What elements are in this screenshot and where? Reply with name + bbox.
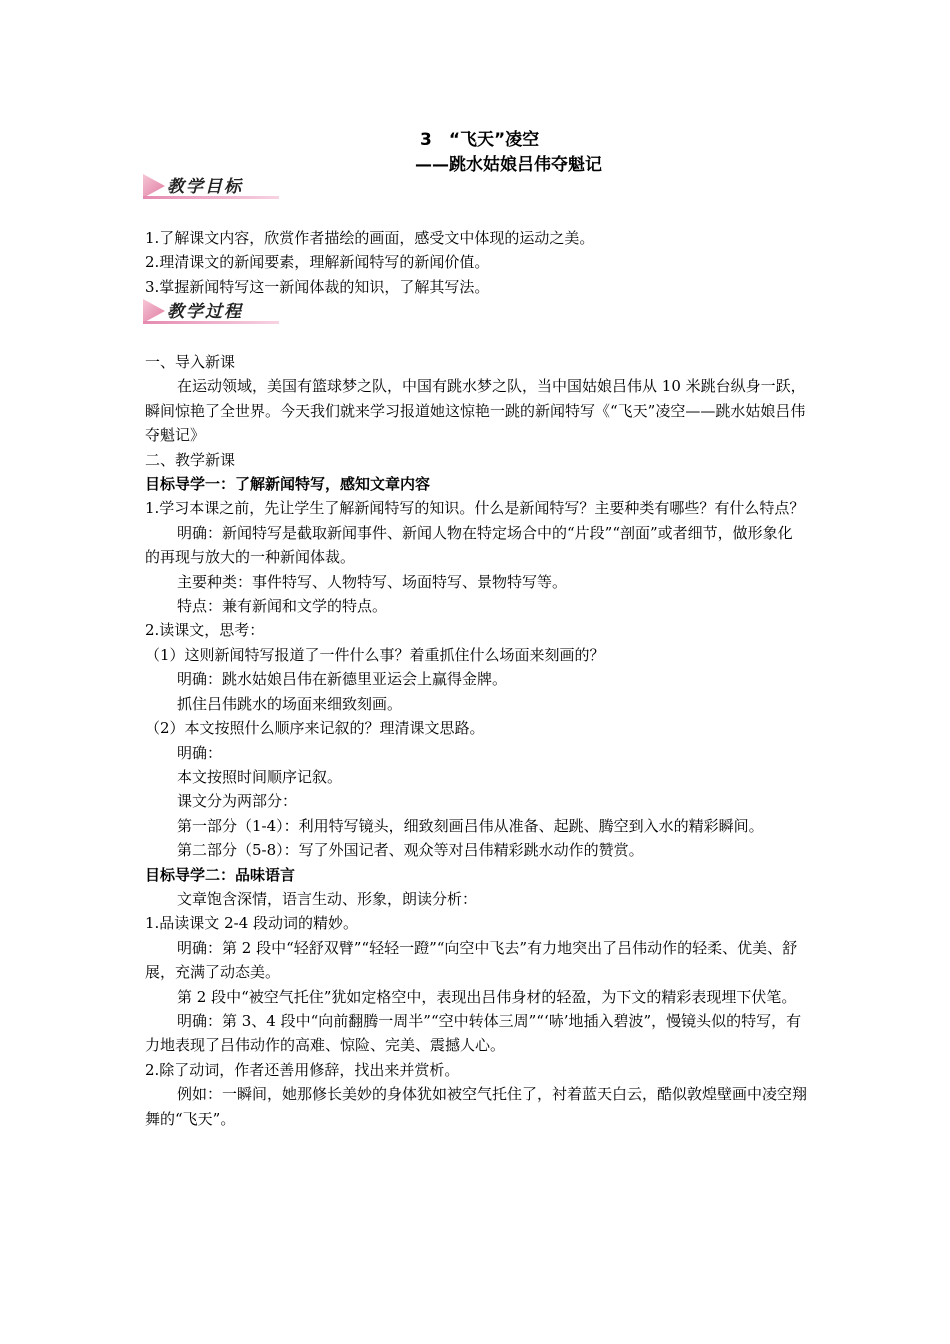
paragraph: 第 2 段中“被空气托住”犹如定格空中，表现出吕伟身材的轻盈，为下文的精彩表现埋下伏笔。	[177, 987, 797, 1006]
section-marker-icon	[143, 299, 165, 323]
paragraph: 明确：新闻特写是截取新闻事件、新闻人物在特定场合中的“片段”“剖面”或者细节，做形象化的再现与放大的一种新闻体裁。	[145, 523, 793, 567]
question: （2）本文按照什么顺序来记叙的？理清课文思路。	[145, 719, 485, 738]
paragraph: 本文按照时间顺序记叙。	[177, 767, 343, 786]
section-header-process	[143, 297, 279, 325]
process-content	[145, 350, 807, 1131]
section-header-goals	[143, 172, 279, 200]
paragraph: 明确：	[177, 743, 223, 762]
paragraph: 明确：第 3、4 段中“向前翻腾一周半”“空中转体三周”“‘哧’地插入碧波”，慢镜头似的特写，有力地表现了吕伟动作的高难、惊险、完美、震撼人心。	[145, 1011, 802, 1055]
question: 2.除了动词，作者还善用修辞，找出来并赏析。	[145, 1060, 460, 1079]
goal-item: 2.理清课文的新闻要素，理解新闻特写的新闻价值。	[145, 253, 490, 272]
heading: 一、导入新课	[145, 353, 236, 371]
heading: 二、教学新课	[145, 450, 236, 469]
question: 2.读课文，思考：	[145, 621, 265, 640]
question: 1.品读课文 2-4 段动词的精妙。	[145, 914, 359, 933]
paragraph: 第二部分（5-8）：写了外国记者、观众等对吕伟精彩跳水动作的赞赏。	[177, 841, 644, 860]
paragraph: 特点：兼有新闻和文学的特点。	[177, 597, 388, 616]
lesson-subtitle: ——跳水姑娘吕伟夺魁记	[415, 155, 602, 175]
subheading: 目标导学二：品味语言	[145, 865, 296, 884]
section-label: 教学目标	[167, 177, 243, 197]
question: 1.学习本课之前，先让学生了解新闻特写的知识。什么是新闻特写？主要种类有哪些？有什么特点？	[145, 499, 805, 518]
goals-list	[145, 226, 807, 299]
paragraph: 明确：第 2 段中“轻舒双臂”“轻轻一蹬”“向空中飞去”有力地突出了吕伟动作的轻柔、优美、舒展，充满了动态美。	[145, 938, 798, 982]
paragraph: 文章饱含深情，语言生动、形象，朗读分析：	[177, 889, 478, 908]
paragraph: 抓住吕伟跳水的场面来细致刻画。	[177, 694, 403, 713]
paragraph: 在运动领域，美国有篮球梦之队，中国有跳水梦之队，当中国姑娘吕伟从 10 米跳台纵身一跃，瞬间惊艳了全世界。今天我们就来学习报道她这惊艳一跳的新闻特写《“飞天”凌空——跳水姑娘吕伟夺魁记》	[145, 377, 806, 445]
paragraph: 明确：跳水姑娘吕伟在新德里亚运会上赢得金牌。	[177, 670, 508, 689]
section-marker-icon	[143, 174, 165, 198]
paragraph: 课文分为两部分：	[177, 792, 298, 811]
goal-item: 1.了解课文内容，欣赏作者描绘的画面，感受文中体现的运动之美。	[145, 229, 595, 247]
question: （1）这则新闻特写报道了一件什么事？着重抓住什么场面来刻画的？	[145, 645, 605, 664]
paragraph: 主要种类：事件特写、人物特写、场面特写、景物特写等。	[177, 572, 568, 591]
goal-item: 3.掌握新闻特写这一新闻体裁的知识，了解其写法。	[145, 277, 490, 296]
paragraph: 第一部分（1-4）：利用特写镜头，细致刻画吕伟从准备、起跳、腾空到入水的精彩瞬间。	[177, 816, 764, 835]
subheading: 目标导学一：了解新闻特写，感知文章内容	[145, 475, 431, 494]
paragraph: 例如：一瞬间，她那修长美妙的身体犹如被空气托住了，衬着蓝天白云，酷似敦煌壁画中凌空翔舞的“飞天”。	[145, 1085, 808, 1128]
section-label: 教学过程	[167, 302, 243, 322]
lesson-title: 3 “飞天”凌空	[420, 130, 540, 150]
